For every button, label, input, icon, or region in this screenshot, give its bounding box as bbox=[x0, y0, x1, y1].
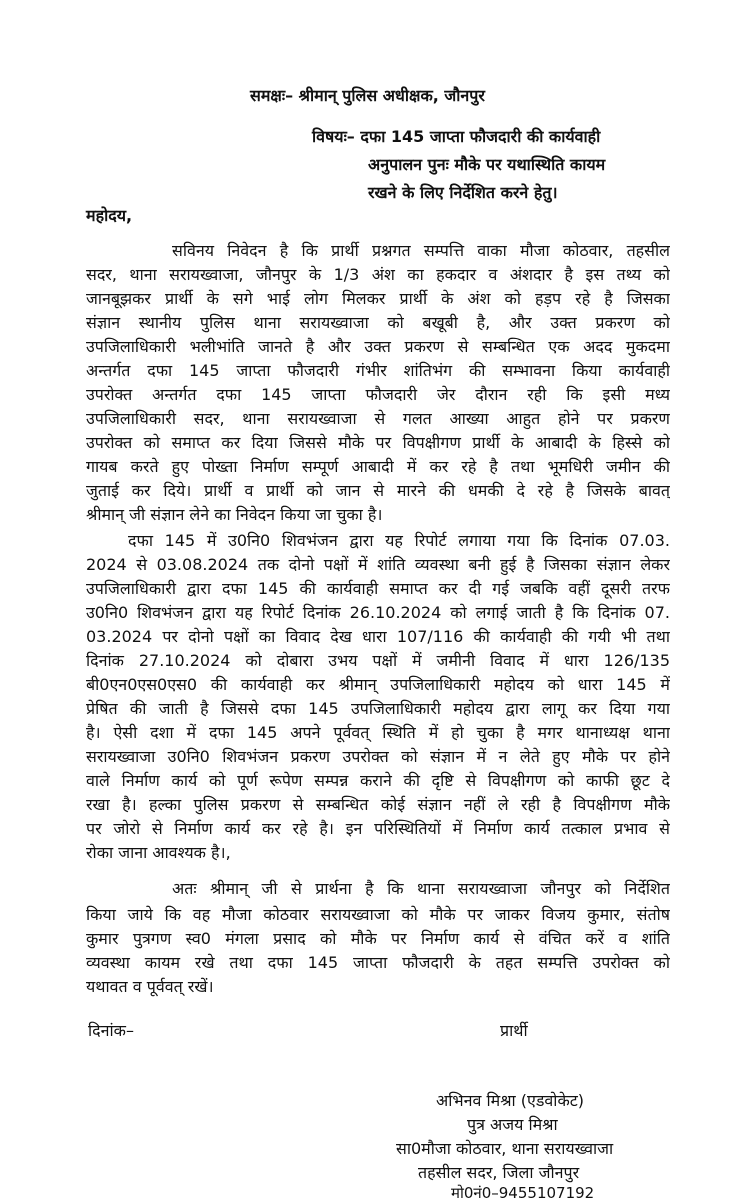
paragraph1-line: उपरोक्त को समाप्त कर दिया जिससे मौके पर विपक्षीगण प्रार्थी के आबादी के हिस्से को bbox=[86, 433, 670, 452]
paragraph3-line: किया जाये कि वह मौजा कोठवार सरायख्वाजा को मौके पर जाकर विजय कुमार, संतोष bbox=[86, 905, 670, 924]
signature-phone: मो0नं0–9455107192 bbox=[451, 1184, 595, 1202]
paragraph1-line: उपजिलाधिकारी सदर, थाना सरायख्वाजा से गलत आख्या आहुत होने पर प्रकरण bbox=[86, 409, 670, 428]
paragraph1-line: जुताई कर दिये। प्रार्थी व प्रार्थी को जान से मारने की धमकी दे रहे है जिसके बावत् bbox=[86, 481, 670, 500]
signature-line: अभिनव मिश्रा (एडवोकेट) bbox=[436, 1091, 585, 1110]
date-label: दिनांक– bbox=[88, 1021, 134, 1040]
paragraph2-line: दिनांक 27.10.2024 को दोबारा उभय पक्षों में जमीनी विवाद में धारा 126/135 bbox=[86, 651, 670, 670]
subject-line-2: अनुपालन पुनः मौके पर यथास्थिति कायम bbox=[368, 155, 606, 174]
paragraph2-line: रोका जाना आवश्यक है।, bbox=[86, 843, 231, 862]
paragraph3-line: यथावत व पूर्ववत् रखें। bbox=[86, 977, 214, 996]
paragraph1-line: गायब करते हुए पोख्ता निर्माण सम्पूर्ण आबादी में कर रहे है तथा भूमधिरी जमीन की bbox=[86, 457, 670, 476]
paragraph1-line: उपजिलाधिकारी भलीभांति जानते है और उक्त प्रकरण से सम्बन्धित एक अदद मुकदमा bbox=[86, 337, 670, 356]
paragraph3-line: व्यवस्था कायम रखे तथा दफा 145 जाप्ता फौजदारी के तहत सम्पत्ति उपरोक्त को bbox=[86, 953, 670, 972]
salutation: महोदय, bbox=[86, 206, 133, 225]
subject-line-3: रखने के लिए निर्देशित करने हेतु। bbox=[368, 183, 558, 202]
paragraph2-line: उपजिलाधिकारी द्वारा दफा 145 की कार्यवाही समाप्त कर दी गई जबकि वहीं दूसरी तरफ bbox=[86, 579, 670, 598]
paragraph1-line: उपरोक्त अन्तर्गत दफा 145 जाप्ता फौजदारी जेर दौरान रही कि इसी मध्य bbox=[86, 385, 670, 404]
paragraph1-line: संज्ञान स्थानीय पुलिस थाना सरायख्वाजा को बखूबी है, और उक्त प्रकरण को bbox=[86, 313, 670, 332]
addressee-line: समक्षः– श्रीमान् पुलिस अधीक्षक, जौनपुर bbox=[250, 86, 485, 105]
paragraph3-line: कुमार पुत्रगण स्व0 मंगला प्रसाद को मौके पर निर्माण कार्य से वंचित करें व शांति bbox=[86, 929, 670, 948]
paragraph1-line: जानबूझकर प्रार्थी के सगे भाई लोग मिलकर प्रार्थी के अंश को हड़प रहे है जिसका bbox=[86, 289, 670, 308]
paragraph1-line: सदर, थाना सरायख्वाजा, जौनपुर के 1/3 अंश का हकदार व अंशदार है इस तथ्य को bbox=[86, 265, 670, 284]
paragraph2-line: उ0नि0 शिवभंजन द्वारा यह रिपोर्ट दिनांक 26.10.2024 को लगाई जाती है कि दिनांक 07. bbox=[86, 603, 670, 622]
paragraph2-line: बी0एन0एस0एस0 की कार्यवाही कर श्रीमान् उपजिलाधिकारी महोदय को धारा 145 में bbox=[86, 675, 670, 694]
paragraph2-line: है। ऐसी दशा में दफा 145 अपने पूर्ववत् स्थिति में हो चुका है मगर थानाध्यक्ष थाना bbox=[86, 723, 670, 742]
paragraph2-line: दफा 145 में उ0नि0 शिवभंजन द्वारा यह रिपोर्ट लगाया गया कि दिनांक 07.03. bbox=[128, 531, 670, 550]
signature-line: सा0मौजा कोठवार, थाना सरायख्वाजा bbox=[396, 1139, 614, 1158]
signature-line: तहसील सदर, जिला जौनपुर bbox=[418, 1163, 580, 1182]
signature-line: पुत्र अजय मिश्रा bbox=[467, 1115, 558, 1134]
paragraph2-line: 03.2024 पर दोनो पक्षों का विवाद देख धारा 107/116 की कार्यवाही की गयी भी तथा bbox=[86, 627, 670, 646]
paragraph2-line: सरायख्वाजा उ0नि0 शिवभंजन प्रकरण उपरोक्त को संज्ञान में न लेते हुए मौके पर होने bbox=[86, 747, 670, 766]
paragraph2-line: रखा है। हल्का पुलिस प्रकरण से सम्बन्धित कोई संज्ञान नहीं ले रही है विपक्षीगण मौके bbox=[86, 795, 670, 814]
paragraph2-line: वाले निर्माण कार्य को पूर्ण रूपेण सम्पन्न कराने की दृष्टि से विपक्षीगण को काफी छूट दे bbox=[86, 771, 670, 790]
paragraph1-line: श्रीमान् जी संज्ञान लेने का निवेदन किया जा चुका है। bbox=[86, 505, 383, 524]
paragraph2-line: प्रेषित की जाती है जिससे दफा 145 उपजिलाधिकारी महोदय द्वारा लागू कर दिया गया bbox=[86, 699, 670, 718]
paragraph2-line: 2024 से 03.08.2024 तक दोनो पक्षों में शांति व्यवस्था बनी हुई है जिसका संज्ञान लेकर bbox=[86, 555, 670, 574]
paragraph2-line: पर जोरो से निर्माण कार्य कर रहे है। इन परिस्थितियों में निर्माण कार्य तत्काल प्रभाव से bbox=[86, 819, 670, 838]
subject-line-1: विषयः– दफा 145 जाप्ता फौजदारी की कार्यवाही bbox=[312, 127, 601, 146]
paragraph1-line: सविनय निवेदन है कि प्रार्थी प्रश्नगत सम्पत्ति वाका मौजा कोठवार, तहसील bbox=[172, 241, 670, 260]
paragraph3-line: अतः श्रीमान् जी से प्रार्थना है कि थाना सरायख्वाजा जौनपुर को निर्देशित bbox=[172, 879, 670, 898]
applicant-label: प्रार्थी bbox=[500, 1021, 528, 1040]
paragraph1-line: अन्तर्गत दफा 145 जाप्ता फौजदारी गंभीर शांतिभंग की सम्भावना किया कार्यवाही bbox=[86, 361, 670, 380]
